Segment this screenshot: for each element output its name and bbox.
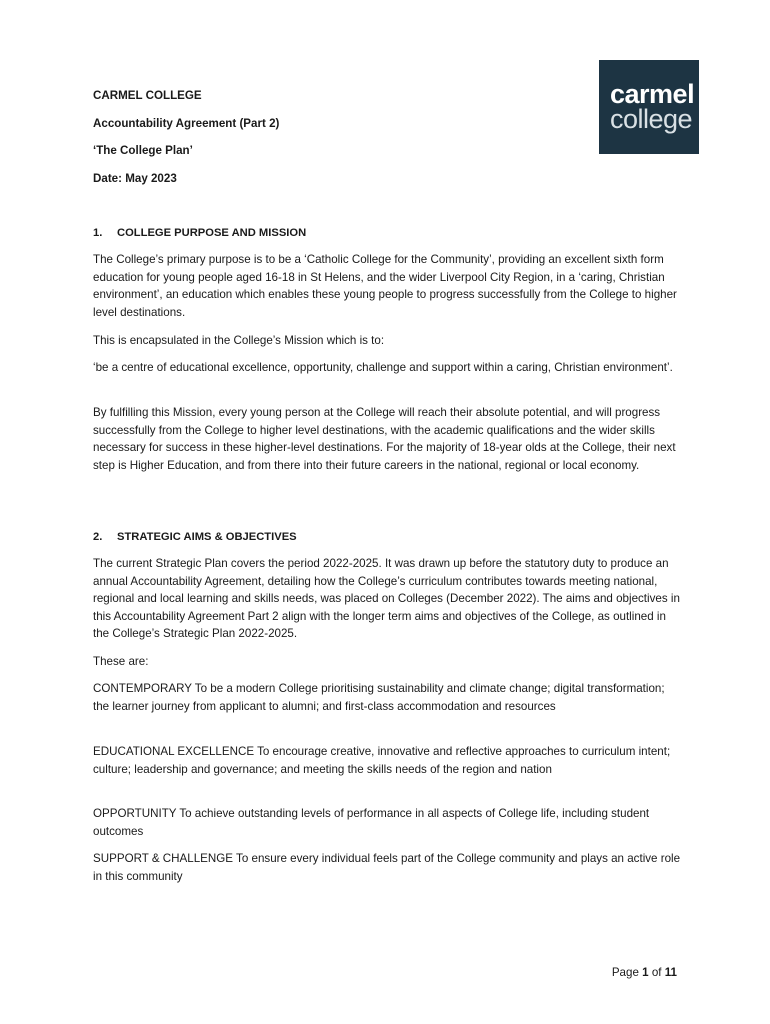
footer-current-page: 1: [642, 966, 649, 979]
footer-total-pages: 11: [664, 966, 677, 979]
college-name: CARMEL COLLEGE: [93, 89, 202, 102]
aim-educational-excellence: EDUCATIONAL EXCELLENCE To encourage creative, innovative and reflective approaches to curriculum intent; culture; leadership and governance; and meeting the skills needs of the region and nation: [93, 745, 671, 776]
aim-contemporary: CONTEMPORARY To be a modern College prioritising sustainability and climate change; digital transformation; the learner journey from applicant to alumni; and first-class accommodation and resources: [93, 682, 665, 713]
section-2-paragraph-2: These are:: [93, 655, 149, 668]
section-2-paragraph-1: The current Strategic Plan covers the period 2022-2025. It was drawn up before the statutory duty to produce an annual Accountability Agreement, detailing how the College’s curriculum contributes towards meeting national, regional and local learning and skills needs, was placed on Colleges (December 2022). The aims and objectives in this Accountability Agreement Part 2 align with the longer term aims and objectives of the College, as outlined in the College’s Strategic Plan 2022-2025.: [93, 557, 680, 641]
section-1-heading: [93, 226, 306, 240]
carmel-college-logo: [599, 60, 699, 154]
section-1-title: COLLEGE PURPOSE AND MISSION: [117, 227, 307, 239]
section-1-paragraph-4: By fulfilling this Mission, every young person at the College will reach their absolute potential, and will progress successfully from the College to higher level destinations, with the academic qualifications and the wider skills necessary for success in these higher-level destinations. For the majority of 18-year olds at the College, their next step is Higher Education, and from there into their future careers in the national, regional or local economy.: [93, 406, 676, 472]
section-2-number: 2.: [93, 531, 103, 543]
section-1-paragraph-2: This is encapsulated in the College’s Mission which is to:: [93, 334, 385, 347]
section-2-title: STRATEGIC AIMS & OBJECTIVES: [117, 531, 297, 543]
section-1-mission-quote: ‘be a centre of educational excellence, opportunity, challenge and support within a caring, Christian environment’.: [93, 361, 673, 374]
logo-text-college: college: [610, 104, 693, 134]
page-number-footer: [612, 966, 677, 980]
aim-support-challenge: SUPPORT & CHALLENGE To ensure every individual feels part of the College community and plays an active role in this community: [93, 852, 681, 883]
document-subtitle: Accountability Agreement (Part 2): [93, 117, 280, 130]
section-2-heading: [93, 530, 297, 544]
document-plan-title: ‘The College Plan’: [93, 144, 193, 157]
aim-opportunity: OPPORTUNITY To achieve outstanding levels of performance in all aspects of College life, including student outcomes: [93, 807, 650, 838]
footer-of-word: of: [651, 966, 662, 979]
section-1-number: 1.: [93, 227, 103, 239]
document-date: Date: May 2023: [93, 172, 177, 185]
section-1-paragraph-1: The College’s primary purpose is to be a ‘Catholic College for the Community’, providing an excellent sixth form education for young people aged 16-18 in St Helens, and the wider Liverpool City Region, in a ‘caring, Christian environment’, an education which enables these young people to progress successfully from the College to higher level destinations.: [93, 253, 677, 319]
logo-text-carmel: carmel: [610, 79, 695, 109]
footer-page-word: Page: [611, 966, 639, 979]
